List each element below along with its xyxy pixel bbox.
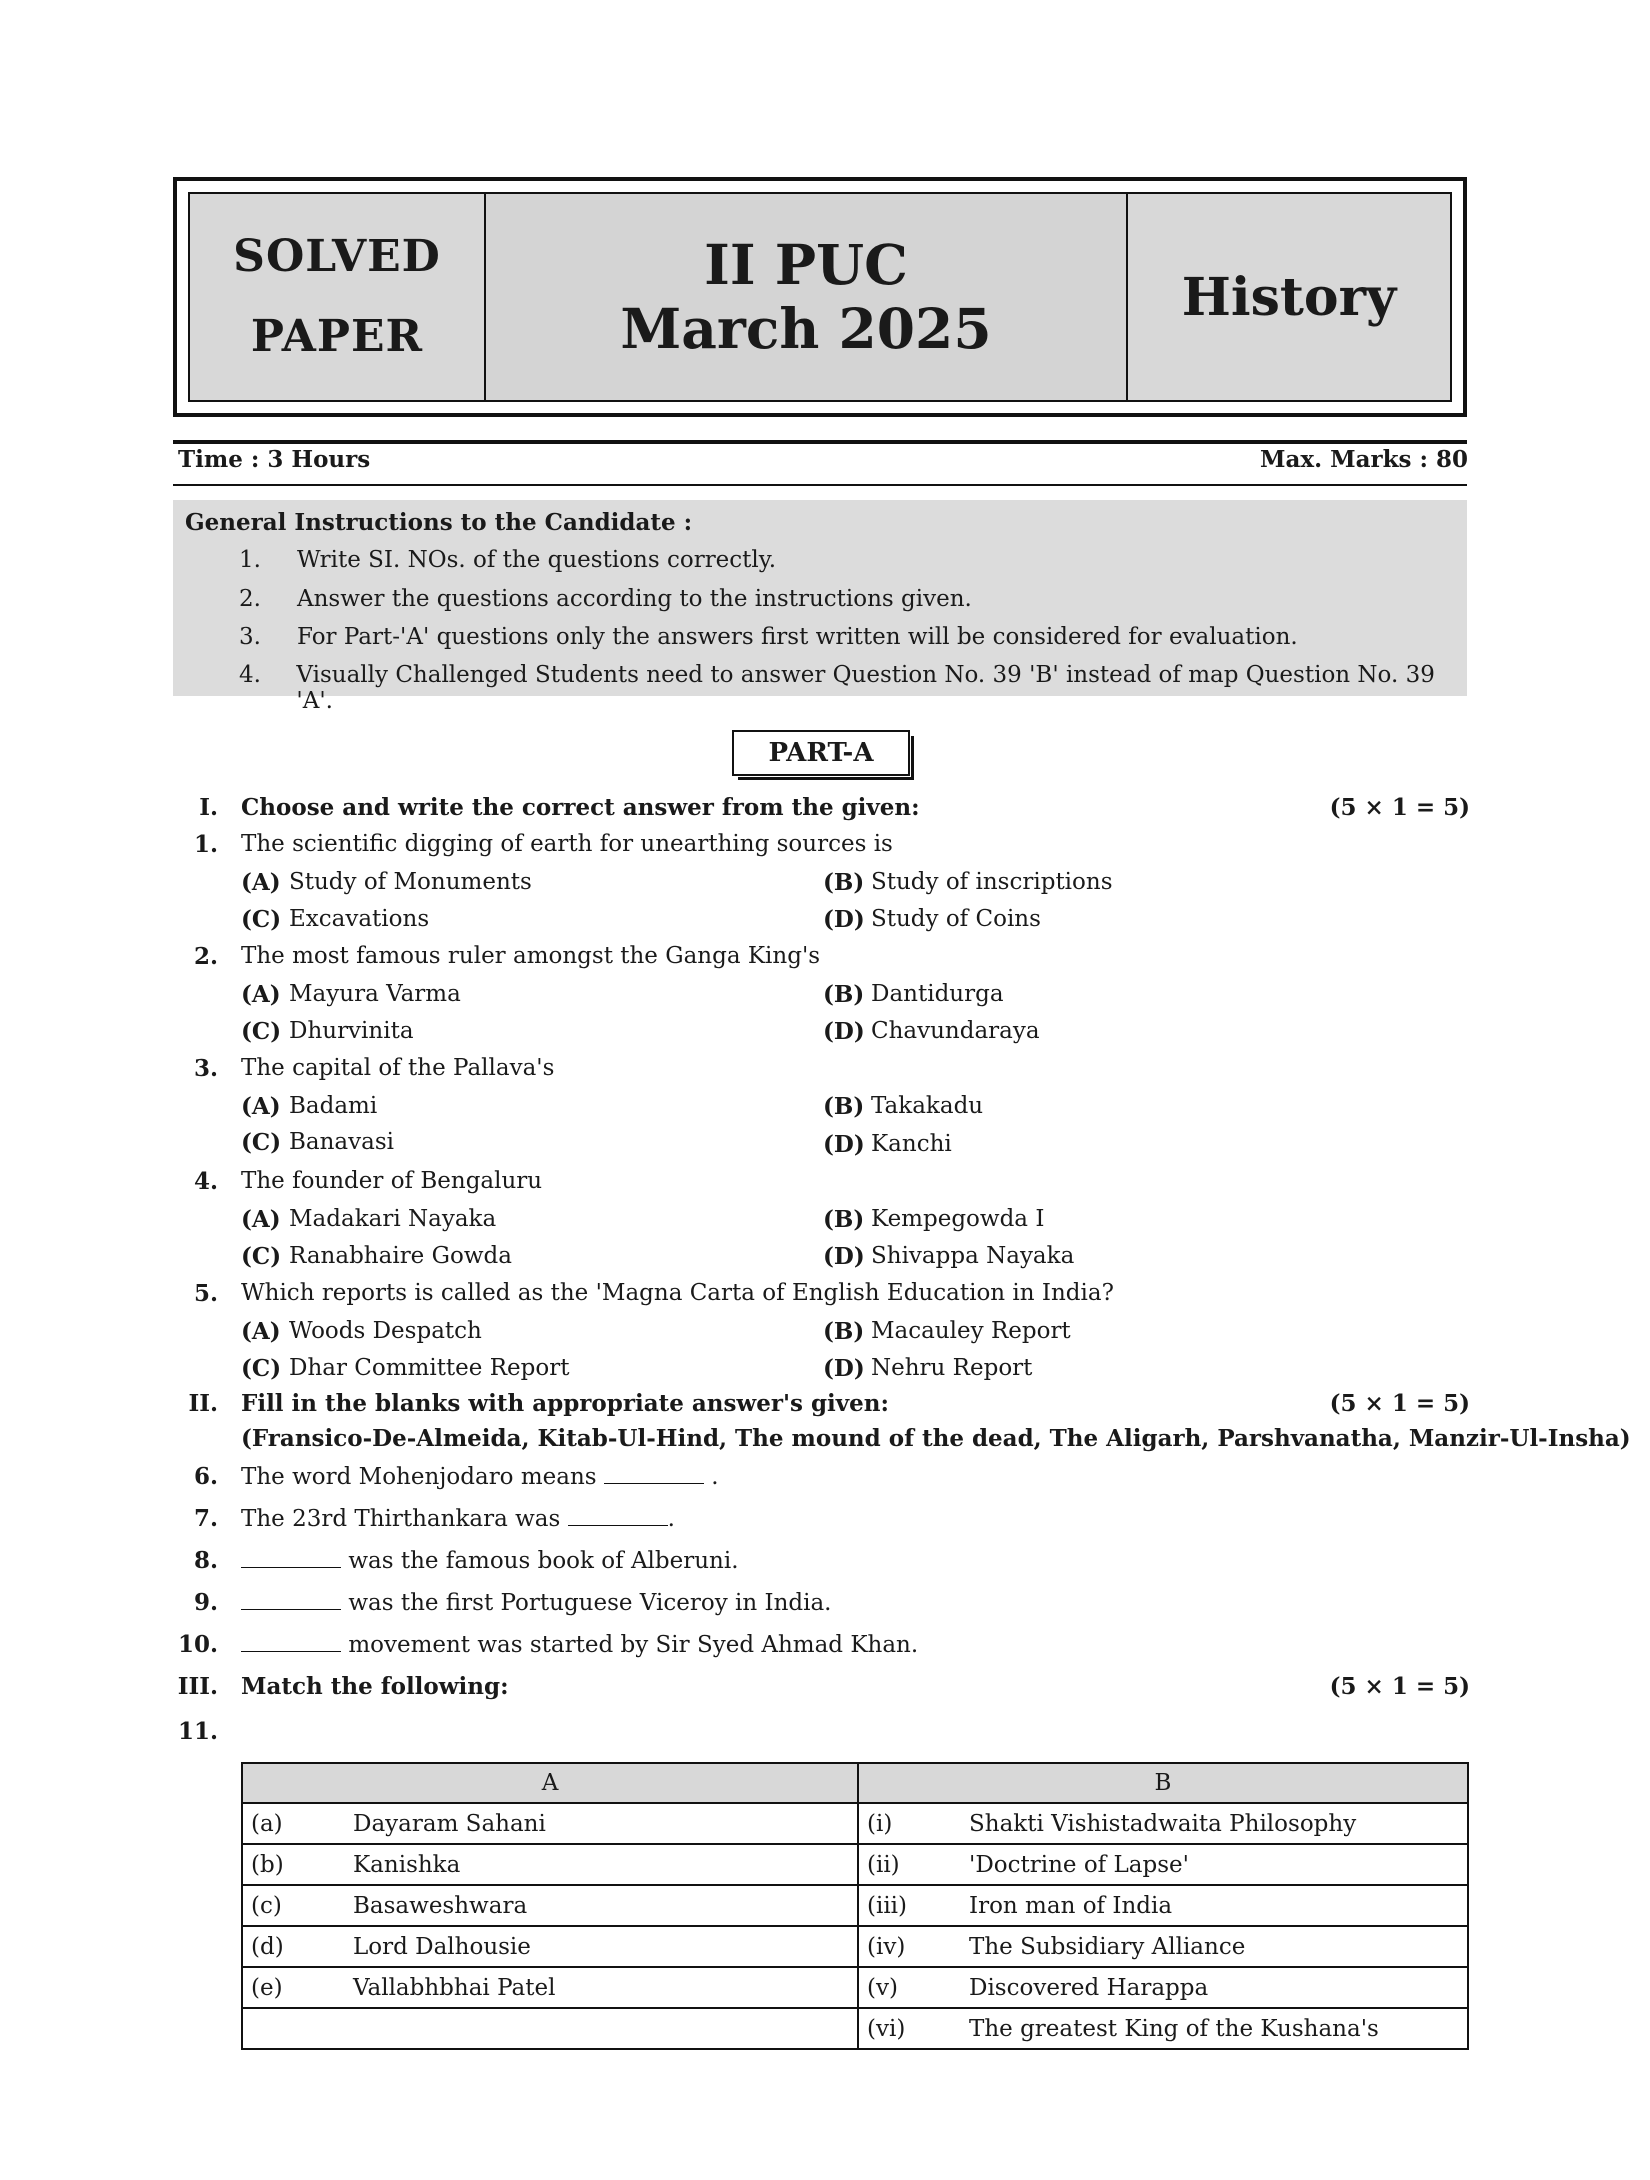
option: (D) Kanchi: [823, 1131, 952, 1158]
section-number: I.: [199, 794, 218, 821]
answer-choices: (Fransico-De-Almeida, Kitab-Ul-Hind, The mound of the dead, The Aligarh, Parshvanatha, Manzir-Ul-Insha): [241, 1425, 1631, 1452]
max-marks-label: Max. Marks : 80: [1260, 446, 1468, 473]
option: (A) Study of Monuments: [241, 869, 532, 896]
question-text: The word Mohenjodaro means .: [241, 1464, 719, 1490]
question-number: 1.: [193, 831, 218, 858]
answer-blank: [568, 1505, 668, 1526]
instructions-box: [173, 500, 1467, 714]
divider: [173, 484, 1467, 486]
question-number: 8.: [193, 1547, 218, 1574]
option: (A) Woods Despatch: [241, 1318, 482, 1345]
column-a-header: A: [242, 1763, 858, 1803]
question-text: was the first Portuguese Viceroy in India.: [241, 1589, 832, 1616]
instruction-item: 1. Write SI. NOs. of the questions correctly.: [239, 547, 777, 573]
question-text: The 23rd Thirthankara was .: [241, 1506, 675, 1532]
section-marks: (5 × 1 = 5): [1329, 1673, 1470, 1700]
section-marks: (5 × 1 = 5): [1329, 1390, 1470, 1417]
table-row: (a) Dayaram Sahani (i) Shakti Vishistadwaita Philosophy: [242, 1803, 1468, 1844]
question-number: 2.: [193, 943, 218, 970]
exam-meta: [178, 446, 1468, 473]
question-number: 5.: [193, 1280, 218, 1307]
question-text: The most famous ruler amongst the Ganga King's: [241, 943, 821, 969]
option: (B) Study of inscriptions: [823, 869, 1113, 896]
question-number: 7.: [193, 1505, 218, 1532]
question-number: 4.: [193, 1168, 218, 1195]
answer-blank: [241, 1547, 341, 1568]
section-number: III.: [177, 1673, 218, 1700]
instructions-title: General Instructions to the Candidate :: [185, 509, 693, 536]
question-text: The scientific digging of earth for unearthing sources is: [241, 831, 893, 857]
instruction-item: 3. For Part-'A' questions only the answers first written will be considered for evaluation.: [239, 624, 1298, 650]
solved-paper-label: SOLVED PAPER: [190, 194, 486, 400]
instruction-item: 4. Visually Challenged Students need to answer Question No. 39 'B' instead of map Question No. 39 'A'.: [239, 662, 1435, 714]
part-a-label: PART-A: [732, 730, 910, 776]
option: (B) Macauley Report: [823, 1318, 1071, 1345]
option: (A) Badami: [241, 1093, 378, 1120]
exam-title: II PUC March 2025: [486, 194, 1128, 400]
option: (D) Nehru Report: [823, 1355, 1033, 1382]
question-number: 9.: [193, 1589, 218, 1616]
option: (D) Study of Coins: [823, 906, 1041, 933]
table-row: (e) Vallabhbhai Patel (v) Discovered Harappa: [242, 1967, 1468, 2008]
section-number: II.: [188, 1390, 218, 1417]
table-row: (vi) The greatest King of the Kushana's: [242, 2008, 1468, 2049]
option: (C) Dhurvinita: [241, 1018, 414, 1045]
option: (B) Takakadu: [823, 1093, 984, 1120]
title-banner: [173, 177, 1467, 417]
table-row: (b) Kanishka (ii) 'Doctrine of Lapse': [242, 1844, 1468, 1885]
answer-blank: [241, 1631, 341, 1652]
divider: [173, 440, 1467, 444]
option: (C) Ranabhaire Gowda: [241, 1243, 512, 1270]
option: (C) Banavasi: [241, 1129, 395, 1156]
subject-title: History: [1128, 194, 1450, 400]
option: (B) Dantidurga: [823, 981, 1004, 1008]
question-number: 10.: [177, 1631, 218, 1658]
column-b-header: B: [858, 1763, 1468, 1803]
match-table: [241, 1762, 1469, 2050]
option: (C) Excavations: [241, 906, 430, 933]
question-text: Which reports is called as the 'Magna Carta of English Education in India?: [241, 1280, 1114, 1306]
answer-blank: [241, 1589, 341, 1610]
option: (B) Kempegowda I: [823, 1206, 1045, 1233]
section-marks: (5 × 1 = 5): [1329, 794, 1470, 821]
instruction-item: 2. Answer the questions according to the instructions given.: [239, 586, 972, 612]
option: (A) Madakari Nayaka: [241, 1206, 497, 1233]
question-number: 6.: [193, 1463, 218, 1490]
time-label: Time : 3 Hours: [178, 446, 371, 473]
question-text: The capital of the Pallava's: [241, 1055, 555, 1081]
question-text: was the famous book of Alberuni.: [241, 1547, 739, 1574]
question-number: 11.: [177, 1718, 218, 1745]
option: (C) Dhar Committee Report: [241, 1355, 570, 1382]
answer-blank: [604, 1463, 704, 1484]
option: (A) Mayura Varma: [241, 981, 461, 1008]
question-text: movement was started by Sir Syed Ahmad Khan.: [241, 1631, 918, 1658]
option: (D) Chavundaraya: [823, 1018, 1040, 1045]
question-number: 3.: [193, 1055, 218, 1082]
section-title: Match the following:: [241, 1673, 509, 1700]
table-row: (d) Lord Dalhousie (iv) The Subsidiary Alliance: [242, 1926, 1468, 1967]
section-title: Fill in the blanks with appropriate answer's given:: [241, 1390, 890, 1417]
option: (D) Shivappa Nayaka: [823, 1243, 1075, 1270]
question-text: The founder of Bengaluru: [241, 1168, 543, 1194]
section-title: Choose and write the correct answer from the given:: [241, 794, 920, 821]
table-row: (c) Basaweshwara (iii) Iron man of India: [242, 1885, 1468, 1926]
